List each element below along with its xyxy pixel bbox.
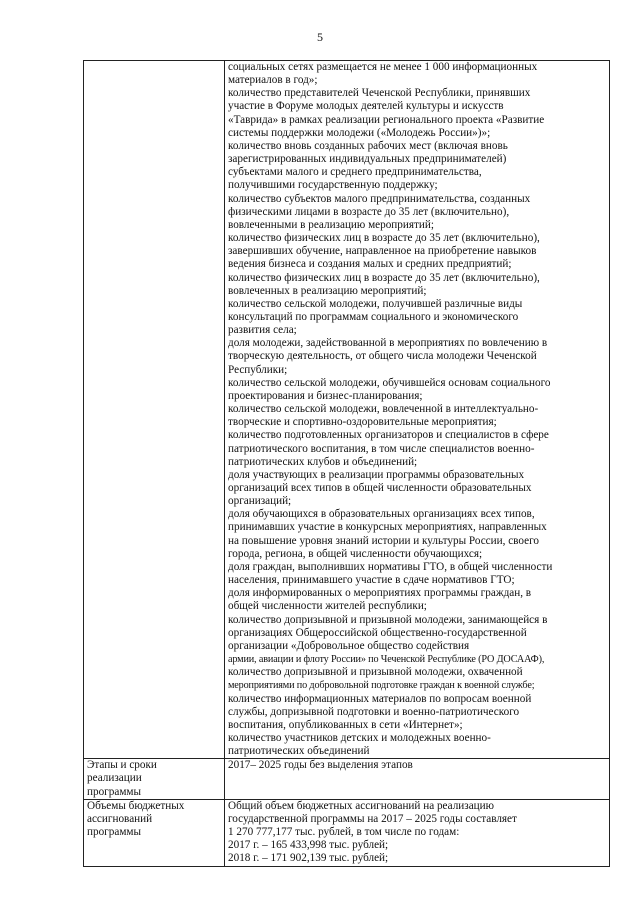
content-line: воспитания, опубликованных в сети «Интернет»; — [228, 718, 463, 731]
content-line: ведения бизнеса и создания малых и средних предприятий; — [228, 258, 512, 271]
content-line: патриотических объединений — [228, 745, 370, 758]
content-line: количество представителей Чеченской Республики, принявших — [228, 87, 531, 100]
content-line: патриотических клубов и объединений; — [228, 455, 418, 468]
label-line: реализации — [87, 772, 142, 785]
content-line: проектирования и бизнес-планирования; — [228, 389, 423, 402]
content-line: организации «Добровольное общество содействия — [228, 639, 470, 652]
content-line: общей численности жителей республики; — [228, 600, 427, 613]
content-line: системы поддержки молодежи («Молодежь России»)»; — [228, 126, 491, 139]
content-line: организациях Общероссийской общественно-государственной — [228, 626, 527, 639]
content-line: количество вновь созданных рабочих мест (включая вновь — [228, 139, 508, 152]
content-line: количество сельской молодежи, вовлеченной в интеллектуально- — [228, 403, 539, 416]
content-line: организаций; — [228, 495, 292, 508]
content-line: количество подготовленных организаторов и специалистов в сфере — [228, 429, 549, 442]
content-line: доля молодежи, задействованной в мероприятиях по вовлечению в — [228, 337, 548, 350]
row-content-cell — [225, 759, 610, 799]
content-line: количество субъектов малого предпринимательства, созданных — [228, 192, 531, 205]
row-content-cell — [225, 799, 610, 866]
content-line: мероприятиями по добровольной подготовке граждан к военной службе; — [228, 680, 535, 692]
content-line: 2017– 2025 годы без выделения этапов — [228, 759, 413, 772]
content-line: на повышение уровня знаний истории и культуры России, своего — [228, 534, 539, 547]
content-line: доля участвующих в реализации программы образовательных — [228, 468, 525, 481]
content-line: принимавших участие в конкурсных мероприятиях, направленных — [228, 521, 547, 534]
content-line: города, региона, в общей численности обучающихся; — [228, 547, 483, 560]
label-line: Этапы и сроки — [87, 759, 157, 772]
table-row — [84, 759, 610, 799]
content-line: вовлеченных в реализацию мероприятий; — [228, 284, 427, 297]
content-line: 1 270 777,177 тыс. рублей, в том числе по годам: — [228, 826, 460, 839]
content-line: социальных сетях размещается не менее 1 000 информационных — [228, 61, 538, 73]
content-line: «Таврида» в рамках реализации регионального проекта «Развитие — [228, 113, 545, 126]
label-line: программы — [87, 785, 141, 798]
content-line: физическими лицами в возрасте до 35 лет (включительно), — [228, 205, 510, 218]
content-line: количество физических лиц в возрасте до 35 лет (включительно), — [228, 271, 540, 284]
row-label-cell — [84, 759, 225, 799]
label-line: ассигнований — [87, 812, 153, 825]
content-line: получившими государственную поддержку; — [228, 179, 438, 192]
content-line: патриотического воспитания, в том числе специалистов военно- — [228, 442, 535, 455]
content-line: завершивших обучение, направленное на приобретение навыков — [228, 245, 537, 258]
content-line: Республики; — [228, 363, 288, 376]
content-line: субъектами малого и среднего предпринимательства, — [228, 166, 482, 179]
content-line: количество информационных материалов по вопросам военной — [228, 692, 532, 705]
content-line: количество сельской молодежи, обучившейся основам социального — [228, 376, 551, 389]
content-line: службы, допризывной подготовки и военно-патриотического — [228, 705, 520, 718]
program-passport-table — [83, 60, 610, 867]
table-row — [84, 799, 610, 866]
content-line: участие в Форуме молодых деятелей культуры и искусств — [228, 100, 504, 113]
content-line: зарегистрированных индивидуальных предпринимателей) — [228, 153, 507, 166]
content-line: количество допризывной и призывной молодежи, занимающейся в — [228, 613, 548, 626]
row-label-cell — [84, 61, 225, 759]
content-line: 2018 г. – 171 902,139 тыс. рублей; — [228, 852, 389, 865]
content-line: количество допризывной и призывной молодежи, охваченной — [228, 666, 523, 679]
label-line: программы — [87, 826, 141, 839]
content-line: творческие и спортивно-оздоровительные мероприятия; — [228, 416, 497, 429]
content-line: количество физических лиц в возрасте до 35 лет (включительно), — [228, 232, 540, 245]
content-line: организаций всех типов в общей численности образовательных — [228, 482, 532, 494]
content-line: 2017 г. – 165 433,998 тыс. рублей; — [228, 839, 389, 852]
content-line: доля информированных о мероприятиях программы граждан, в — [228, 587, 532, 600]
content-line: творческую деятельность, от общего числа молодежи Чеченской — [228, 350, 537, 363]
content-line: консультаций по программам социального и экономического — [228, 310, 519, 323]
content-line: развития села; — [228, 324, 297, 337]
row-label-cell — [84, 799, 225, 866]
content-line: доля обучающихся в образовательных организациях всех типов, — [228, 508, 535, 521]
content-line: населения, принимавшего участие в сдаче нормативов ГТО; — [228, 574, 515, 587]
content-line: государственной программы на 2017 – 2025 годы составляет — [228, 812, 517, 825]
content-line: Общий объем бюджетных ассигнований на реализацию — [228, 799, 495, 812]
content-line: вовлеченными в реализацию мероприятий; — [228, 218, 434, 231]
table-row — [84, 61, 610, 759]
row-content-cell — [225, 61, 610, 759]
content-line: количество участников детских и молодежных военно- — [228, 731, 491, 744]
content-line: доля граждан, выполнивших нормативы ГТО, в общей численности — [228, 560, 553, 573]
content-line: материалов в год»; — [228, 74, 318, 87]
page-number: 5 — [317, 30, 323, 44]
content-line: количество сельской молодежи, получившей различные виды — [228, 297, 523, 310]
label-line: Объемы бюджетных — [87, 799, 185, 812]
content-line: армии, авиации и флоту России» по Чеченской Республике (РО ДОСААФ), — [228, 654, 545, 666]
